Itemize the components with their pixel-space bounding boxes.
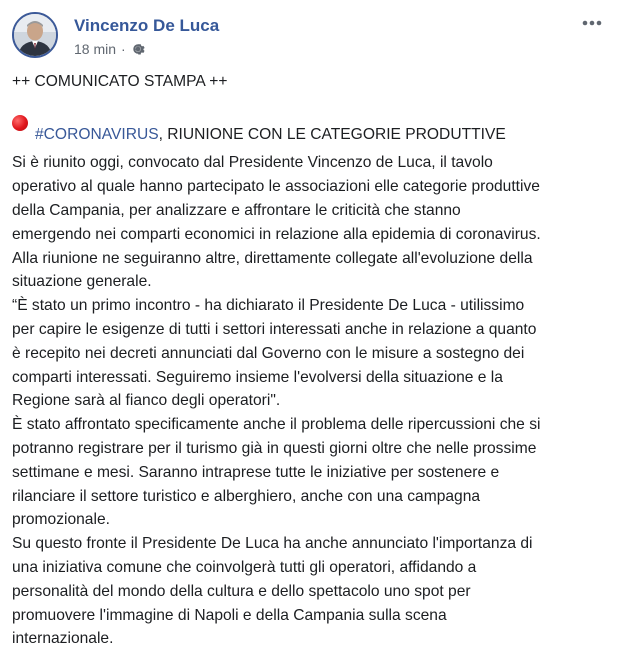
post-headline: [12, 99, 608, 147]
meta-separator: ·: [121, 41, 126, 57]
hashtag-link[interactable]: #CORONAVIRUS: [35, 125, 159, 143]
post-header: [12, 12, 608, 62]
profile-photo-icon: [14, 14, 56, 56]
press-release-line: ++ COMUNICATO STAMPA ++: [12, 73, 228, 90]
author-name[interactable]: Vincenzo De Luca: [74, 16, 220, 35]
post-timestamp[interactable]: 18 min: [74, 41, 117, 57]
more-horizontal-icon: [580, 14, 604, 32]
more-options-button[interactable]: [580, 14, 604, 32]
post-meta: [74, 41, 145, 57]
headline-text: , RIUNIONE CON LE CATEGORIE PRODUTTIVE: [158, 125, 506, 143]
gear-icon[interactable]: [131, 42, 145, 56]
post-body: [12, 70, 608, 651]
red-circle-icon: [12, 115, 28, 131]
post-text: Si è riunito oggi, convocato dal Presidente Vincenzo de Luca, il tavolo operativo al quale hanno partecipato le associazioni elle categorie produttive della Campania, per analizzare e affrontare le criticità che stanno emergendo nei comparti economici in relazione alla epidemia di coronavirus. Alla riunione ne seguiranno altre, direttamente collegate all'evoluzione della situazione generale. “È stato un primo incontro - ha dichiarato il Presidente De Luca - utilissimo per capire le esigenze di tutti i settori interessati anche in relazione a quanto è recepito nei decreti annunciati dal Governo con le misure a sostegno dei comparti interessati. Seguiremo insieme l'evolversi della situazione e la Regione sarà al fianco degli operatori". È stato affrontato specificamente anche il problema delle ripercussioni che si potranno registrare per il turismo già in questi giorni oltre che nelle prossime settimane e mesi. Saranno intraprese tutte le iniziative per sostenere e rilanciare il settore turistico e alberghiero, anche con una campagna promozionale. Su questo fronte il Presidente De Luca ha anche annunciato l'importanza di una iniziativa comune che coinvolgerà tutti gli operatori, affidando a personalità del mondo della cultura e dello spettacolo uno spot per promuovere l'immagine di Napoli e della Campania sulla scena internazionale.: [12, 154, 541, 648]
author-avatar[interactable]: [12, 12, 58, 58]
